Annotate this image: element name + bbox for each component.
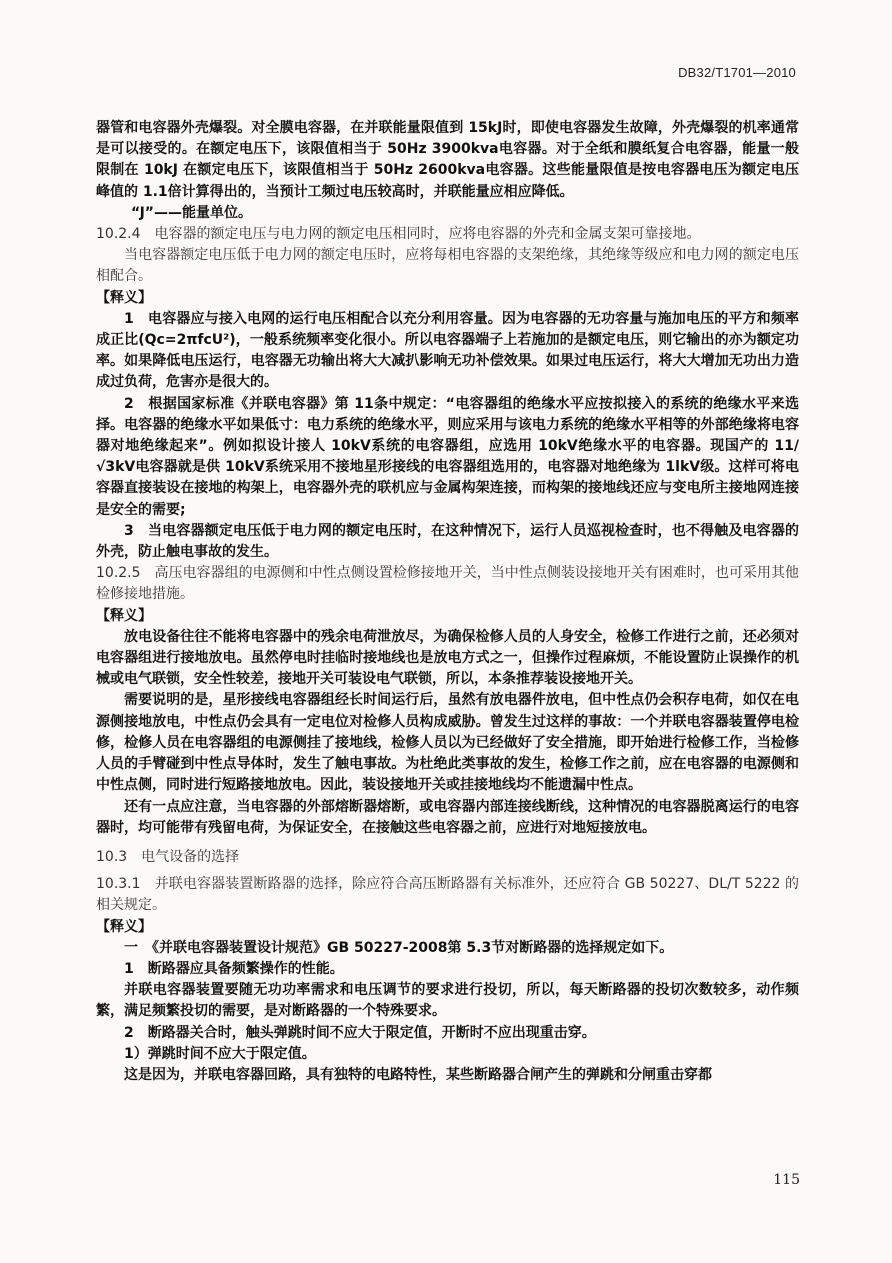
- paragraph: 这是因为，并联电容器回路，具有独特的电路特性，某些断路器合闸产生的弹跳和分闸重击穿都: [124, 1066, 712, 1083]
- clause-10-2-4: 10.2.4 电容器的额定电压与电力网的额定电压相同时，应将电容器的外壳和金属支架可靠接地。: [96, 226, 701, 243]
- paragraph: “J”——能量单位。: [131, 204, 252, 221]
- interpretation-heading: 【释义】: [96, 289, 152, 306]
- paragraph: 3 当电容器额定电压低于电力网的额定电压时，在这种情况下，运行人员巡视检查时，也不得触及电容器的外壳，防止触电事故的发生。: [96, 522, 799, 561]
- clause-10-2-5: 10.2.5 高压电容器组的电源侧和中性点侧设置检修接地开关，当中性点侧装设接地开关有困难时，也可采用其他检修接地措施。: [96, 565, 799, 603]
- paragraph: 1 断路器应具备频繁操作的性能。: [124, 960, 344, 977]
- paragraph: 并联电容器装置要随无功功率需求和电压调节的要求进行投切，所以，每天断路器的投切次数较多，动作频繁，满足频繁投切的需要，是对断路器的一个特殊要求。: [96, 982, 799, 1020]
- interpretation-heading: 【释义】: [96, 607, 152, 624]
- document-code: DB32/T1701—2010: [678, 65, 796, 80]
- section-heading-10-3: 10.3 电气设备的选择: [96, 848, 240, 865]
- paragraph: 2 断路器关合时，触头弹跳时间不应大于限定值，开断时不应出现重击穿。: [124, 1024, 596, 1041]
- paragraph: 放电设备往往不能将电容器中的残余电荷泄放尽，为确保检修人员的人身安全，检修工作进行之前，还必须对电容器组进行接地放电。虽然停电时挂临时接地线也是放电方式之一，但操作过程麻烦，不能设置防止误操作的机械或电气联锁，安全性较差，接地开关可装设电气联锁，所以，本条推荐装设接地开关。: [96, 628, 799, 688]
- paragraph: 当电容器额定电压低于电力网的额定电压时，应将每相电容器的支架绝缘，其绝缘等级应和电力网的额定电压相配合。: [96, 247, 799, 285]
- document-body: [96, 118, 799, 1086]
- paragraph: 器管和电容器外壳爆裂。对全膜电容器，在并联能量限值到 15kJ时，即使电容器发生故障，外壳爆裂的机率通常是可以接受的。在额定电压下，该限值相当于 50Hz 3900kva电容器。对于全纸和膜纸复合电容器，能量一般限制在 10kJ 在额定电压下，该限值相当于 50Hz 2600kva电容器。这些能量限值是按电容器电压为额定电压峰值的 1.1倍计算得出的，当预计工频过电压较高时，并联能量应相应降低。: [96, 120, 799, 200]
- paragraph: 还有一点应注意，当电容器的外部熔断器熔断，或电容器内部连接线断线，这种情况的电容器脱离运行的电容器时，均可能带有残留电荷，为保证安全，在接触这些电容器之前，应进行对地短接放电。: [96, 798, 799, 836]
- paragraph: 2 根据国家标准《并联电容器》第 11条中规定：“电容器组的绝缘水平应按拟接入的系统的绝缘水平来选择。电容器的绝缘水平如果低寸：电力系统的绝缘水平，则应采用与该电力系统的绝缘水平相等的外部绝缘将电容器对地绝缘起来”。例如拟设计接人 10kV系统的电容器组，应选用 10kV绝缘水平的电容器。现国产的 11/ √3kV电容器就是供 10kV系统采用不接地星形接线的电容器组选用的，电容器对地绝缘为 1lkV级。这样可将电容器直接装设在接地的构架上，电容器外壳的联机应与金属构架连接，而构架的接地线还应与变电所主接地网连接是安全的需要;: [96, 395, 799, 518]
- page-number: 115: [773, 1172, 800, 1188]
- paragraph: 一 《并联电容器装置设计规范》GB 50227-2008第 5.3节对断路器的选择规定如下。: [124, 939, 674, 956]
- paragraph: 1 电容器应与接入电网的运行电压相配合以充分利用容量。因为电容器的无功容量与施加电压的平方和频率成正比(Qc=2πfcU²)，一般系统频率变化很小。所以电容器端子上若施加的是额定电压，则它输出的亦为额定功率。如果降低电压运行，电容器无功输出将大大减扒影响无功补偿效果。如果过电压运行，将大大增加无功出力造成过负荷，危害亦是很大的。: [96, 310, 799, 391]
- paragraph: 1）弹跳时间不应大于限定值。: [124, 1045, 316, 1062]
- clause-10-3-1: 10.3.1 并联电容器装置断路器的选择，除应符合高压断路器有关标准外，还应符合 GB 50227、DL/T 5222 的相关规定。: [96, 876, 799, 914]
- interpretation-heading: 【释义】: [96, 918, 152, 935]
- paragraph: 需要说明的是，星形接线电容器组经长时间运行后，虽然有放电器件放电，但中性点仍会积存电荷，如仅在电源侧接地放电，中性点仍会具有一定电位对检修人员构成威胁。曾发生过这样的事故：一个并联电容器装置停电检修，检修人员在电容器组的电源侧挂了接地线，检修人员以为已经做好了安全措施，即开始进行检修工作，当检修人员的手臂碰到中性点导体时，发生了触电事故。为杜绝此类事故的发生，检修工作之前，应在电容器的电源侧和中性点侧，同时进行短路接地放电。因此，装设接地开关或挂接地线均不能遗漏中性点。: [96, 692, 799, 794]
